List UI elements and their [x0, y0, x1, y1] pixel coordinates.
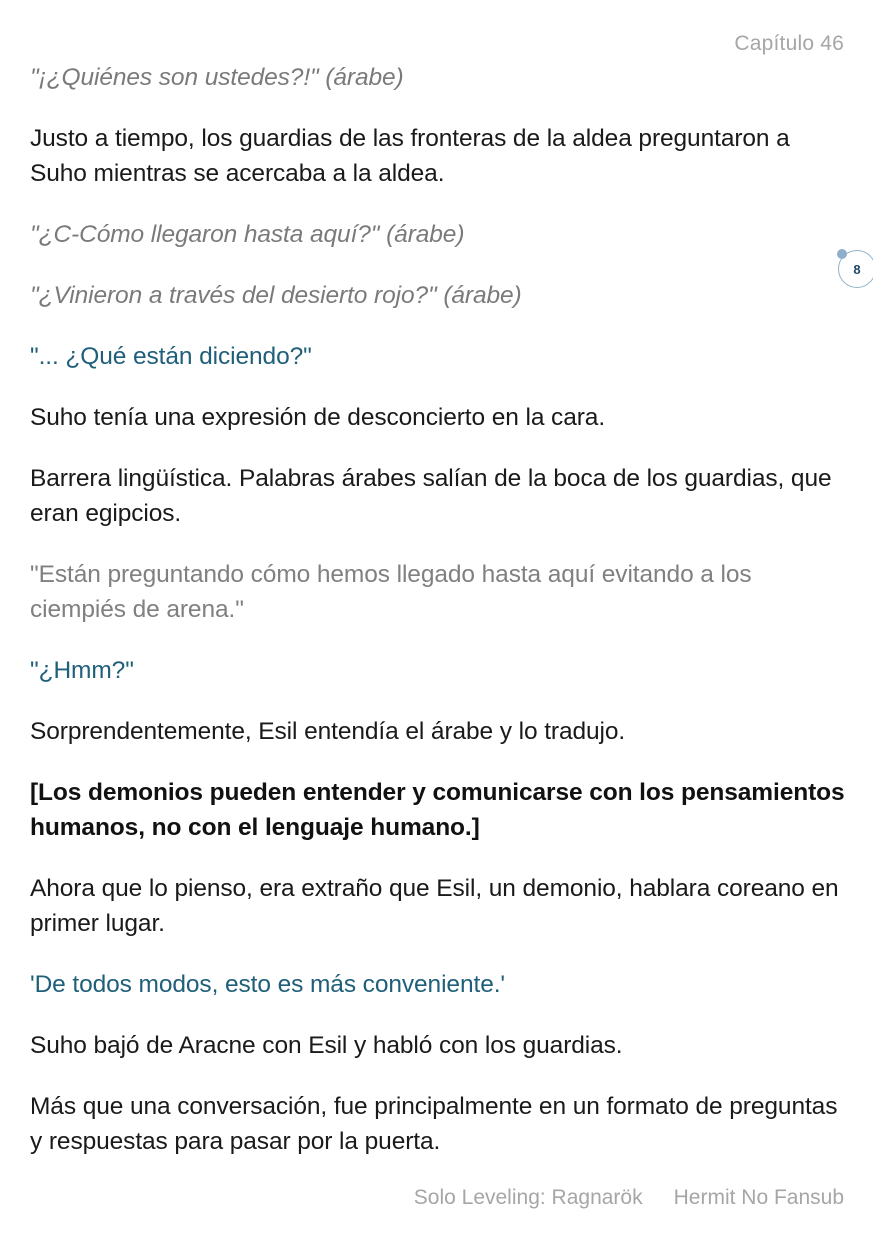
paragraph-narration: Barrera lingüística. Palabras árabes salían de la boca de los guardias, que eran egipcios. — [30, 465, 832, 527]
paragraph-arabic-speech: "¡¿Quiénes son ustedes?!" (árabe) — [30, 64, 404, 91]
paragraph-demon-message: [Los demonios pueden entender y comunicarse con los pensamientos humanos, no con el lenguaje humano.] — [30, 779, 845, 841]
paragraph-suho-thought: 'De todos modos, esto es más conveniente.' — [30, 971, 505, 998]
chapter-content — [30, 60, 845, 1185]
page-number: 8 — [853, 261, 861, 277]
paragraph-suho-speech: "... ¿Qué están diciendo?" — [30, 343, 312, 370]
paragraph-narration: Suho tenía una expresión de desconcierto en la cara. — [30, 404, 606, 431]
translator-credit: Hermit No Fansub — [673, 1186, 844, 1209]
paragraph-narration: Ahora que lo pienso, era extraño que Esil, un demonio, hablara coreano en primer lugar. — [30, 875, 839, 937]
paragraph-narration: Suho bajó de Aracne con Esil y habló con los guardias. — [30, 1032, 623, 1059]
paragraph-narration: Sorprendentemente, Esil entendía el árabe y lo tradujo. — [30, 718, 626, 745]
paragraph-suho-speech: "¿Hmm?" — [30, 657, 134, 684]
paragraph-esil-speech: "Están preguntando cómo hemos llegado hasta aquí evitando a los ciempiés de arena." — [30, 561, 752, 623]
paragraph-narration: Más que una conversación, fue principalmente en un formato de preguntas y respuestas para pasar por la puerta. — [30, 1093, 838, 1155]
paragraph-arabic-speech: "¿C-Cómo llegaron hasta aquí?" (árabe) — [30, 221, 465, 248]
page-footer — [414, 1186, 844, 1210]
paragraph-narration: Justo a tiempo, los guardias de las fronteras de la aldea preguntaron a Suho mientras se acercaba a la aldea. — [30, 125, 790, 187]
paragraph-arabic-speech: "¿Vinieron a través del desierto rojo?" (árabe) — [30, 282, 522, 309]
book-title: Solo Leveling: Ragnarök — [413, 1186, 643, 1209]
chapter-title: Capítulo 46 — [734, 32, 844, 55]
